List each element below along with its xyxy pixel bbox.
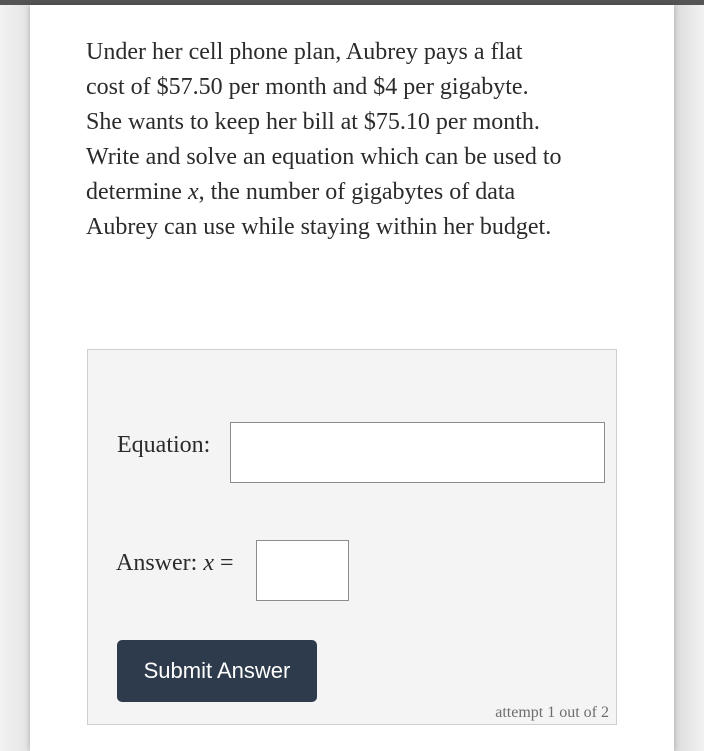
right-margin — [674, 5, 704, 751]
question-line: cost of $57.50 per month and $4 per gigabyte. — [86, 74, 529, 100]
question-line: Write and solve an equation which can be used to — [86, 144, 562, 170]
answer-label — [116, 548, 234, 578]
equation-input[interactable] — [230, 422, 605, 483]
question-line: She wants to keep her bill at $75.10 per month. — [86, 109, 540, 135]
question-line: determine — [86, 179, 188, 205]
question-line: Aubrey can use while staying within her budget. — [86, 214, 552, 240]
question-line: Under her cell phone plan, Aubrey pays a flat — [86, 39, 523, 65]
equation-label: Equation: — [117, 432, 211, 458]
question-line: , the number of gigabytes of data — [198, 179, 516, 205]
answer-panel — [87, 349, 617, 725]
submit-answer-button[interactable]: Submit Answer — [117, 640, 317, 702]
question-card — [30, 5, 674, 751]
attempt-counter: attempt 1 out of 2 — [495, 704, 609, 721]
answer-input[interactable] — [256, 540, 349, 601]
variable-x: x — [187, 179, 199, 205]
left-margin — [0, 5, 30, 751]
question-text — [86, 35, 646, 245]
variable-x: x — [203, 550, 214, 576]
equals-sign: = — [213, 550, 234, 576]
answer-label-prefix: Answer: — [116, 550, 204, 576]
